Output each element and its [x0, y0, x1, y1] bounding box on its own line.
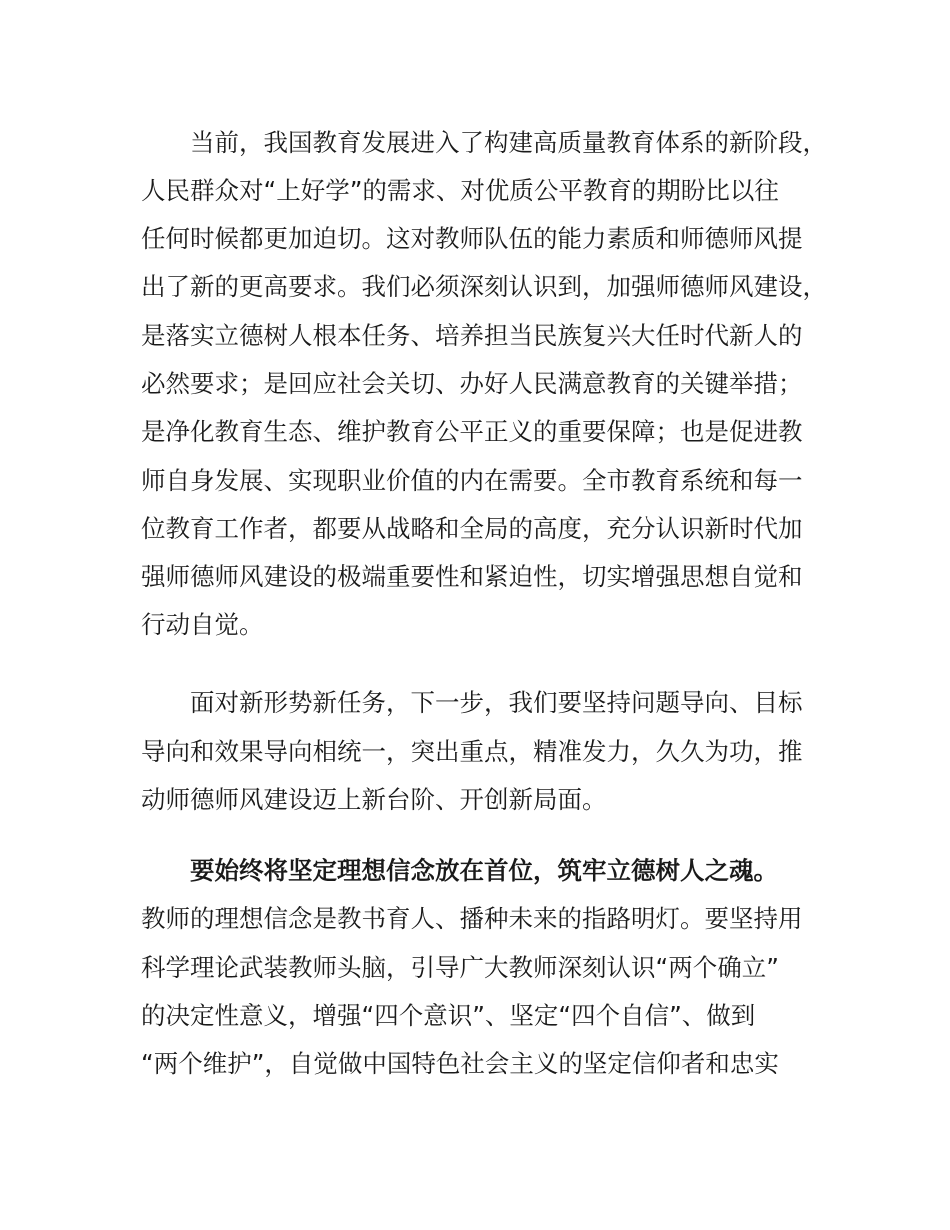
paragraph-3-line-1: 教师的理想信念是教书育人、播种未来的指路明灯。要坚持用 [141, 904, 803, 933]
paragraph-3-line-2: 科学理论武装教师头脑，引导广大教师深刻认识“两个确立” [141, 953, 779, 982]
paragraph-1-line-10: 强师德师风建设的极端重要性和紧迫性，切实增强思想自觉和 [141, 562, 803, 591]
paragraph-1-line-7: 是净化教育生态、维护教育公平正义的重要保障；也是促进教 [141, 417, 803, 446]
paragraph-2-line-1: 面对新形势新任务，下一步，我们要坚持问题导向、目标 [190, 688, 803, 717]
paragraph-3-line-4: “两个维护”，自觉做中国特色社会主义的坚定信仰者和忠实 [141, 1049, 779, 1078]
paragraph-2-line-3: 动师德师风建设迈上新台阶、开创新局面。 [141, 785, 607, 814]
paragraph-1-line-11: 行动自觉。 [141, 610, 264, 639]
paragraph-3-line-3: 的决定性意义，增强“四个意识”、坚定“四个自信”、做到 [141, 1001, 756, 1030]
paragraph-2-line-2: 导向和效果导向相统一，突出重点，精准发力，久久为功，推 [141, 737, 803, 766]
paragraph-1-line-8: 师自身发展、实现职业价值的内在需要。全市教育系统和每一 [141, 466, 803, 495]
paragraph-1-line-9: 位教育工作者，都要从战略和全局的高度，充分认识新时代加 [141, 514, 803, 543]
paragraph-3-heading: 要始终将坚定理想信念放在首位，筑牢立德树人之魂。 [190, 856, 778, 885]
paragraph-1-line-2: 人民群众对“上好学”的需求、对优质公平教育的期盼比以往 [141, 176, 779, 205]
paragraph-1-line-5: 是落实立德树人根本任务、培养担当民族复兴大任时代新人的 [141, 321, 803, 350]
paragraph-1-line-4: 出了新的更高要求。我们必须深刻认识到，加强师德师风建设， [141, 272, 827, 301]
paragraph-1-line-3: 任何时候都更加迫切。这对教师队伍的能力素质和师德师风提 [141, 224, 803, 253]
paragraph-1-line-6: 必然要求；是回应社会关切、办好人民满意教育的关键举措； [141, 369, 803, 398]
paragraph-1-line-1: 当前，我国教育发展进入了构建高质量教育体系的新阶段， [190, 128, 827, 157]
